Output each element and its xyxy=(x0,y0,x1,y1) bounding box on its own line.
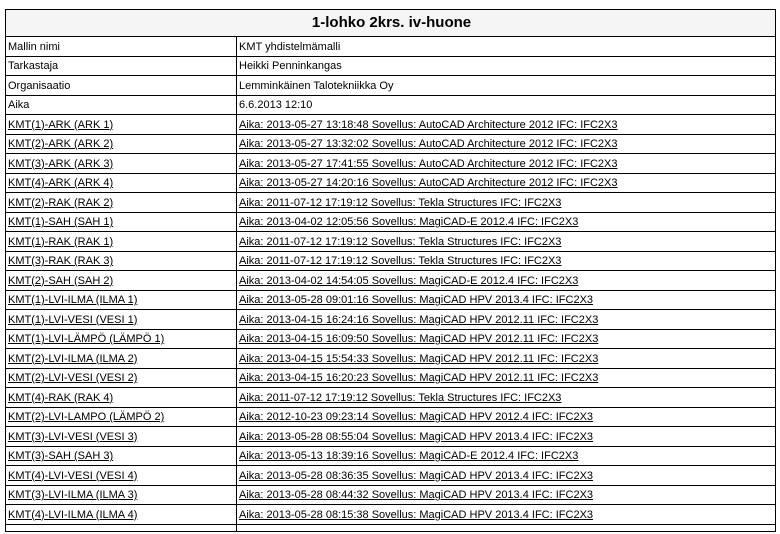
model-row xyxy=(6,329,776,349)
model-details: Aika: 2013-05-27 13:18:48 Sovellus: AutoCAD Architecture 2012 IFC: IFC2X3 xyxy=(237,115,776,135)
model-details: Aika: 2013-05-27 13:32:02 Sovellus: AutoCAD Architecture 2012 IFC: IFC2X3 xyxy=(237,134,776,154)
info-key: Tarkastaja xyxy=(6,56,237,76)
model-name: KMT(4)-LVI-ILMA (ILMA 4) xyxy=(6,505,237,525)
model-details: Aika: 2013-05-28 08:15:38 Sovellus: MagiCAD HPV 2013.4 IFC: IFC2X3 xyxy=(237,505,776,525)
report-title: 1-lohko 2krs. iv-huone xyxy=(6,10,776,37)
model-details: Aika: 2012-10-23 09:23:14 Sovellus: MagiCAD HPV 2012.4 IFC: IFC2X3 xyxy=(237,407,776,427)
info-row xyxy=(6,56,776,76)
model-details: Aika: 2011-07-12 17:19:12 Sovellus: Tekla Structures IFC: IFC2X3 xyxy=(237,251,776,271)
model-name: KMT(1)-LVI-VESI (VESI 1) xyxy=(6,310,237,330)
model-name: KMT(4)-RAK (RAK 4) xyxy=(6,388,237,408)
model-details: Aika: 2013-04-02 14:54:05 Sovellus: MagiCAD-E 2012.4 IFC: IFC2X3 xyxy=(237,271,776,291)
info-row xyxy=(6,95,776,115)
model-row xyxy=(6,407,776,427)
model-row xyxy=(6,251,776,271)
model-details: Aika: 2011-07-12 17:19:12 Sovellus: Tekla Structures IFC: IFC2X3 xyxy=(237,388,776,408)
model-row xyxy=(6,173,776,193)
model-details: Aika: 2013-05-28 08:44:32 Sovellus: MagiCAD HPV 2013.4 IFC: IFC2X3 xyxy=(237,485,776,505)
model-row xyxy=(6,388,776,408)
model-name: KMT(1)-RAK (RAK 1) xyxy=(6,232,237,252)
model-row xyxy=(6,212,776,232)
model-row xyxy=(6,485,776,505)
model-details: Aika: 2013-04-15 16:09:50 Sovellus: MagiCAD HPV 2012.11 IFC: IFC2X3 xyxy=(237,329,776,349)
model-name: KMT(1)-LVI-ILMA (ILMA 1) xyxy=(6,290,237,310)
model-details: Aika: 2013-05-27 14:20:16 Sovellus: AutoCAD Architecture 2012 IFC: IFC2X3 xyxy=(237,173,776,193)
model-name: KMT(3)-LVI-VESI (VESI 3) xyxy=(6,427,237,447)
model-name: KMT(2)-ARK (ARK 2) xyxy=(6,134,237,154)
model-name: KMT(3)-SAH (SAH 3) xyxy=(6,446,237,466)
model-details: Aika: 2013-05-13 18:39:16 Sovellus: MagiCAD-E 2012.4 IFC: IFC2X3 xyxy=(237,446,776,466)
model-report-table xyxy=(5,9,776,532)
info-key: Mallin nimi xyxy=(6,37,237,57)
model-details: Aika: 2011-07-12 17:19:12 Sovellus: Tekla Structures IFC: IFC2X3 xyxy=(237,193,776,213)
info-row xyxy=(6,37,776,57)
model-row xyxy=(6,115,776,135)
model-row xyxy=(6,154,776,174)
info-value: 6.6.2013 12:10 xyxy=(237,95,776,115)
model-name: KMT(1)-ARK (ARK 1) xyxy=(6,115,237,135)
model-row xyxy=(6,427,776,447)
model-name: KMT(3)-LVI-ILMA (ILMA 3) xyxy=(6,485,237,505)
model-row xyxy=(6,466,776,486)
model-name: KMT(4)-ARK (ARK 4) xyxy=(6,173,237,193)
model-name: KMT(1)-SAH (SAH 1) xyxy=(6,212,237,232)
info-row xyxy=(6,76,776,96)
info-value: KMT yhdistelmämalli xyxy=(237,37,776,57)
model-details: Aika: 2013-05-27 17:41:55 Sovellus: AutoCAD Architecture 2012 IFC: IFC2X3 xyxy=(237,154,776,174)
model-row xyxy=(6,271,776,291)
model-row xyxy=(6,193,776,213)
title-row xyxy=(6,10,776,37)
model-name: KMT(3)-RAK (RAK 3) xyxy=(6,251,237,271)
model-name: KMT(2)-SAH (SAH 2) xyxy=(6,271,237,291)
model-name: KMT(4)-LVI-VESI (VESI 4) xyxy=(6,466,237,486)
model-details: Aika: 2013-04-02 12:05:56 Sovellus: MagiCAD-E 2012.4 IFC: IFC2X3 xyxy=(237,212,776,232)
model-row xyxy=(6,134,776,154)
model-name: KMT(2)-LVI-LAMPO (LÄMPÖ 2) xyxy=(6,407,237,427)
trailing-empty-row xyxy=(6,524,776,531)
model-details: Aika: 2013-05-28 08:36:35 Sovellus: MagiCAD HPV 2013.4 IFC: IFC2X3 xyxy=(237,466,776,486)
model-details: Aika: 2013-04-15 15:54:33 Sovellus: MagiCAD HPV 2012.11 IFC: IFC2X3 xyxy=(237,349,776,369)
model-row xyxy=(6,232,776,252)
report-sheet xyxy=(5,9,775,532)
model-name: KMT(2)-RAK (RAK 2) xyxy=(6,193,237,213)
info-key: Aika xyxy=(6,95,237,115)
empty-cell xyxy=(6,524,237,531)
report-body xyxy=(6,10,776,532)
info-value: Heikki Penninkangas xyxy=(237,56,776,76)
model-name: KMT(3)-ARK (ARK 3) xyxy=(6,154,237,174)
model-details: Aika: 2013-05-28 08:55:04 Sovellus: MagiCAD HPV 2013.4 IFC: IFC2X3 xyxy=(237,427,776,447)
model-row xyxy=(6,446,776,466)
model-name: KMT(1)-LVI-LÄMPÖ (LÄMPÖ 1) xyxy=(6,329,237,349)
info-key: Organisaatio xyxy=(6,76,237,96)
empty-cell xyxy=(237,524,776,531)
model-row xyxy=(6,290,776,310)
model-row xyxy=(6,505,776,525)
model-details: Aika: 2011-07-12 17:19:12 Sovellus: Tekla Structures IFC: IFC2X3 xyxy=(237,232,776,252)
model-details: Aika: 2013-05-28 09:01:16 Sovellus: MagiCAD HPV 2013.4 IFC: IFC2X3 xyxy=(237,290,776,310)
model-name: KMT(2)-LVI-ILMA (ILMA 2) xyxy=(6,349,237,369)
model-row xyxy=(6,368,776,388)
model-details: Aika: 2013-04-15 16:20:23 Sovellus: MagiCAD HPV 2012.11 IFC: IFC2X3 xyxy=(237,368,776,388)
info-value: Lemminkäinen Talotekniikka Oy xyxy=(237,76,776,96)
model-row xyxy=(6,349,776,369)
model-name: KMT(2)-LVI-VESI (VESI 2) xyxy=(6,368,237,388)
model-row xyxy=(6,310,776,330)
model-details: Aika: 2013-04-15 16:24:16 Sovellus: MagiCAD HPV 2012.11 IFC: IFC2X3 xyxy=(237,310,776,330)
